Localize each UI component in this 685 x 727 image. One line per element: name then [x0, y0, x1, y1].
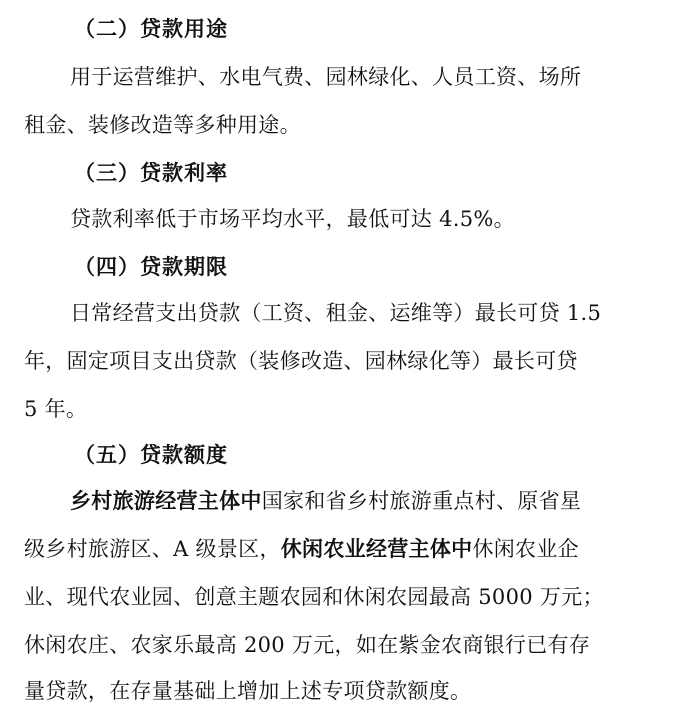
leisure-agriculture-entity-label: 休闲农业经营主体中 — [280, 536, 473, 561]
paragraph-line: 年，固定项目支出贷款（装修改造、园林绿化等）最长可贷 — [24, 349, 578, 373]
paragraph-line — [70, 486, 581, 516]
paragraph-line: 日常经营支出贷款（工资、租金、运维等）最长可贷 1.5 — [70, 301, 602, 325]
section-heading-amount: （五）贷款额度 — [74, 442, 228, 467]
paragraph-line: 5 年。 — [24, 397, 88, 421]
inline-text: 休闲农业企 — [472, 537, 579, 561]
rural-tourism-entity-label: 乡村旅游经营主体中 — [70, 488, 262, 513]
paragraph-line: 用于运营维护、水电气费、园林绿化、人员工资、场所 — [70, 65, 582, 89]
section-heading-rate: （三）贷款利率 — [74, 160, 228, 185]
paragraph-line: 贷款利率低于市场平均水平，最低可达 4.5%。 — [70, 207, 515, 231]
section-heading-purpose: （二）贷款用途 — [74, 16, 228, 41]
inline-text: 国家和省乡村旅游重点村、原省星 — [261, 489, 582, 513]
inline-text: 级乡村旅游区、A 级景区， — [24, 537, 281, 561]
section-heading-term: （四）贷款期限 — [74, 254, 228, 279]
paragraph-line — [24, 534, 579, 564]
paragraph-line: 业、现代农业园、创意主题农园和休闲农园最高 5000 万元； — [24, 585, 604, 609]
paragraph-line: 量贷款，在存量基础上增加上述专项贷款额度。 — [24, 679, 472, 703]
paragraph-line: 休闲农庄、农家乐最高 200 万元，如在紫金农商银行已有存 — [24, 633, 591, 657]
paragraph-line: 租金、装修改造等多种用途。 — [24, 113, 301, 137]
